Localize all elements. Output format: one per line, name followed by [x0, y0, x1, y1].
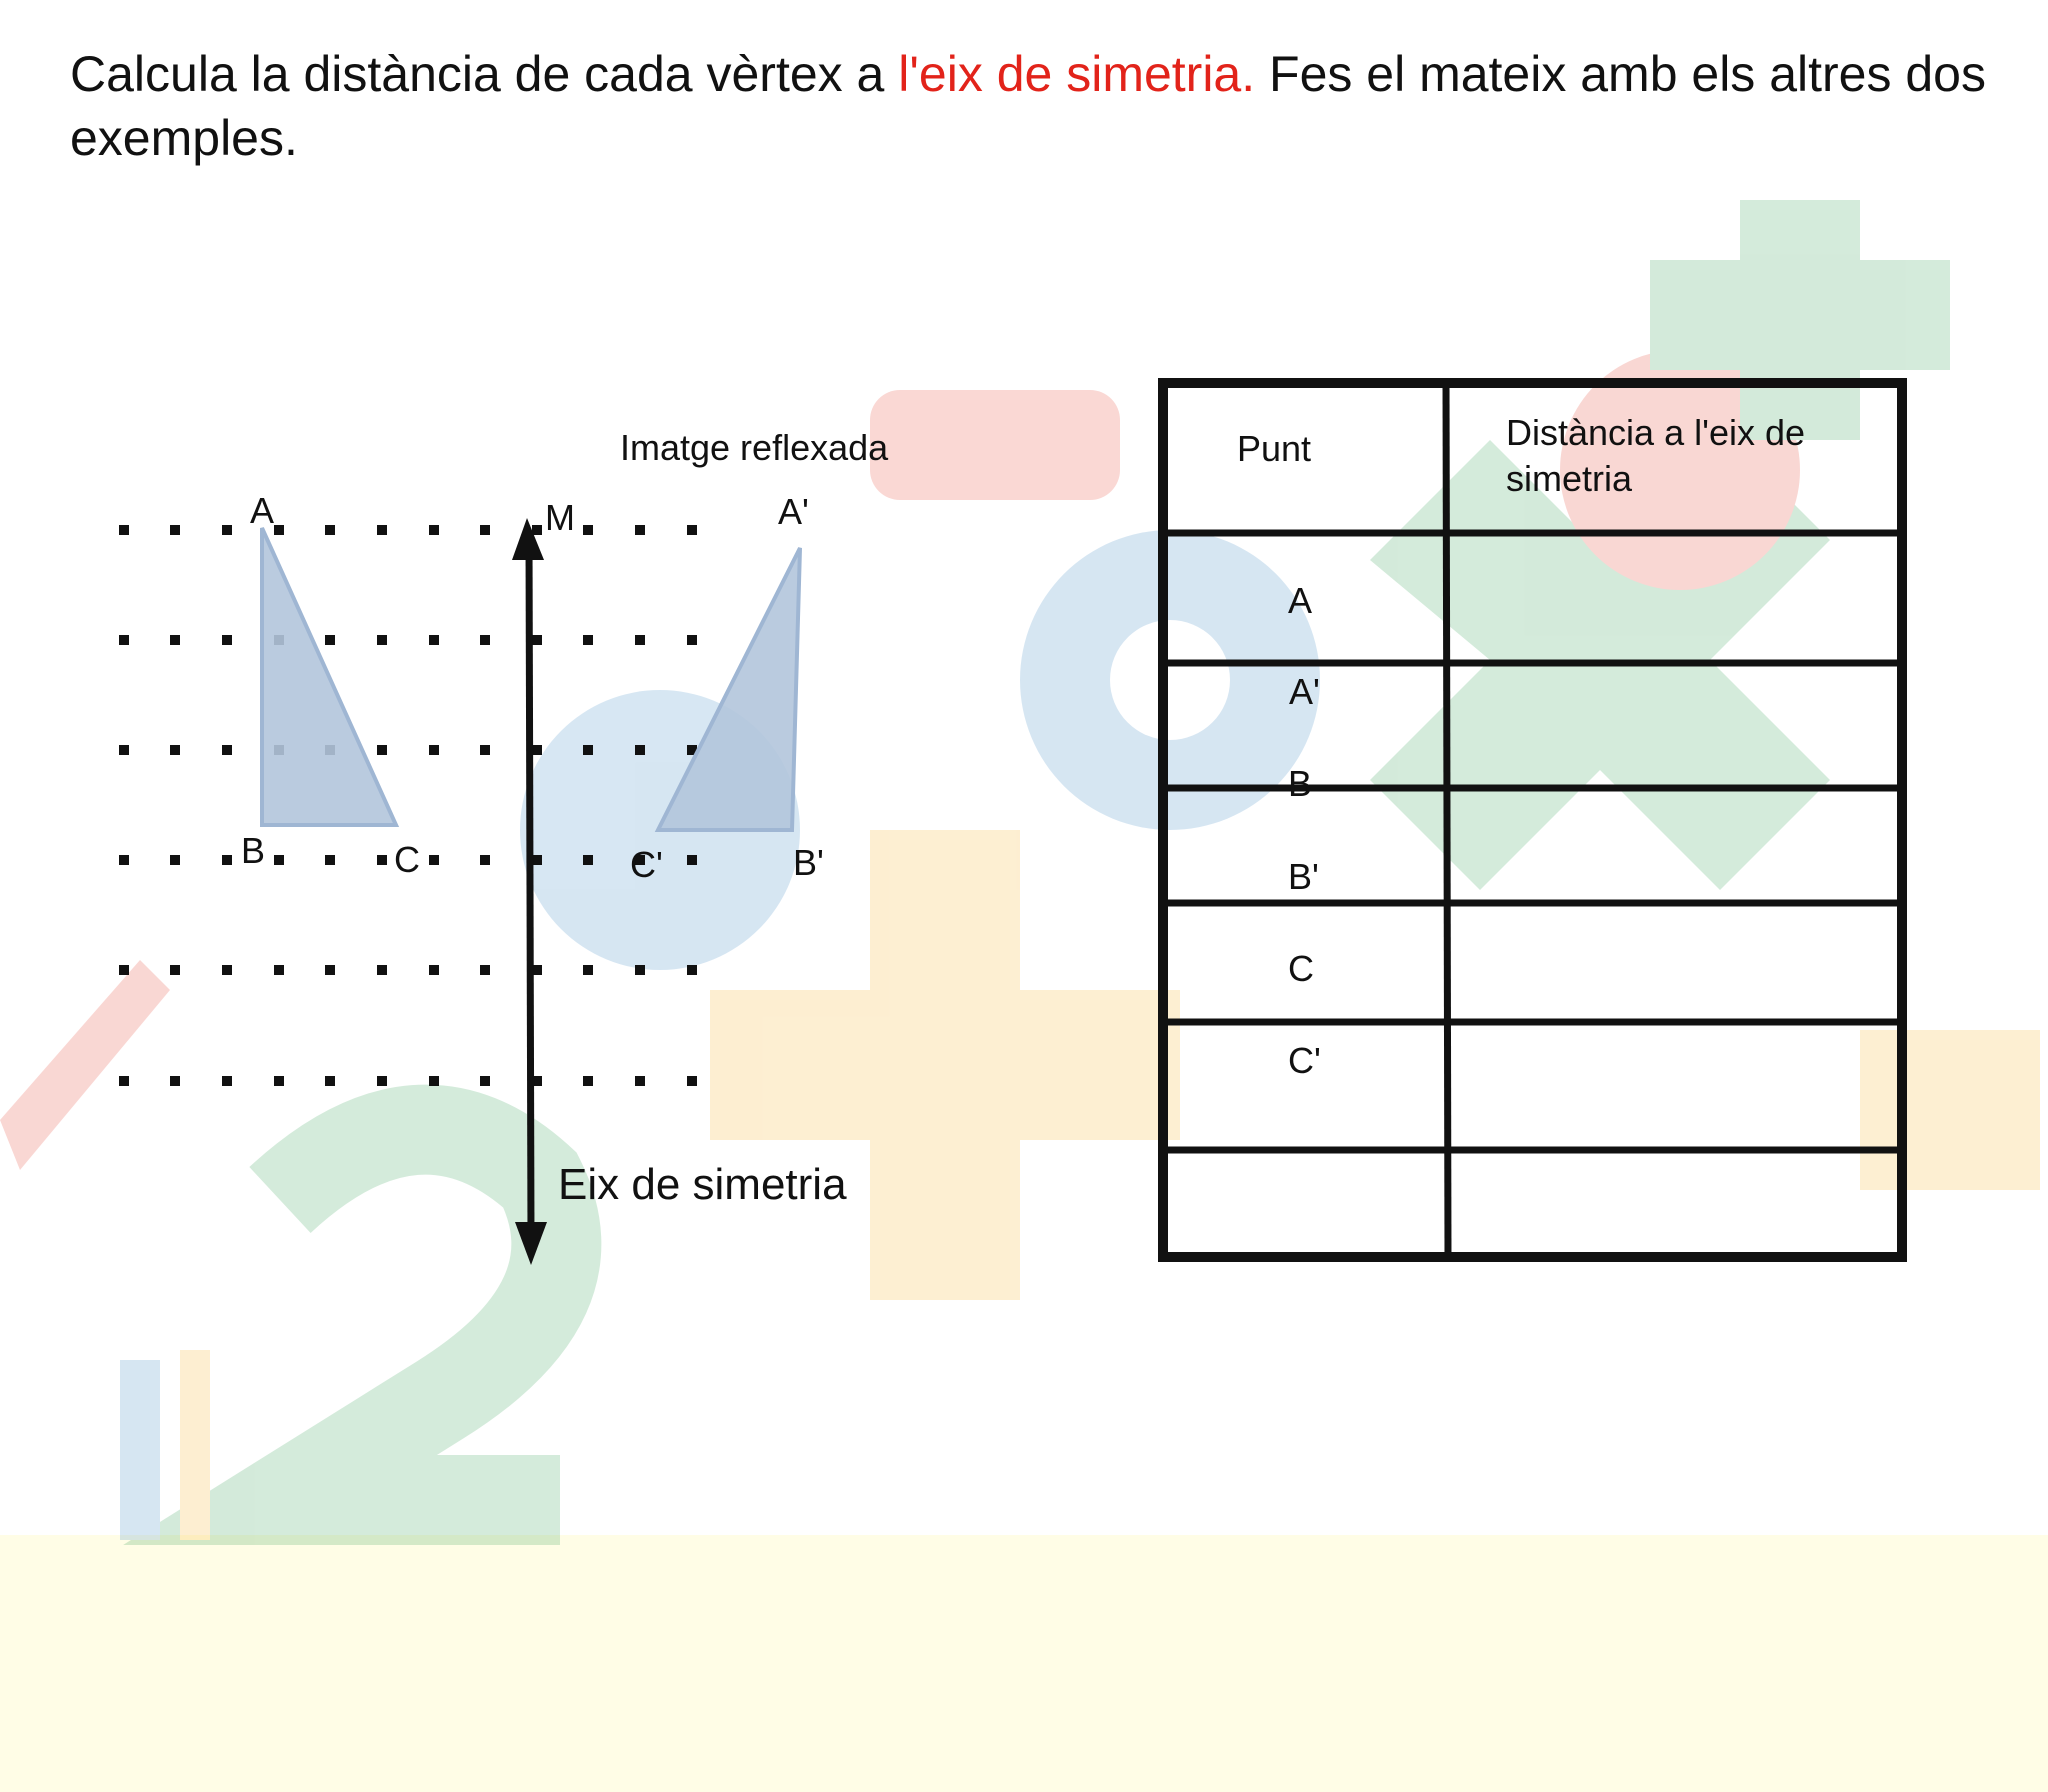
point-label-c-prime: C' — [630, 844, 663, 885]
point-label-a: A — [250, 490, 275, 531]
table-row-label: A — [1288, 580, 1313, 621]
table-row-label: B — [1288, 763, 1313, 804]
point-label-a-prime: A' — [778, 491, 809, 532]
instruction-highlight: l'eix de simetria. — [898, 46, 1256, 102]
point-label-b-prime: B' — [793, 842, 824, 883]
instruction-after: Fes el mateix amb els altres dos exemples. — [70, 46, 1986, 166]
point-label-m: M — [545, 497, 575, 538]
symmetry-axis-label: Eix de simetria — [558, 1160, 847, 1209]
table-row-label: C' — [1288, 1040, 1321, 1081]
point-label-c: C — [394, 839, 420, 880]
point-label-b: B — [241, 830, 266, 871]
table-header-point: Punt — [1237, 428, 1312, 469]
table-header-distance: Distància a l'eix de simetria — [1506, 412, 1806, 499]
table-row-label: B' — [1288, 856, 1319, 897]
instruction-before: Calcula la distància de cada vèrtex a — [70, 46, 899, 102]
reflected-image-title: Imatge reflexada — [620, 427, 889, 468]
table-row-label: A' — [1289, 671, 1320, 712]
table-row-label: C — [1288, 948, 1314, 989]
